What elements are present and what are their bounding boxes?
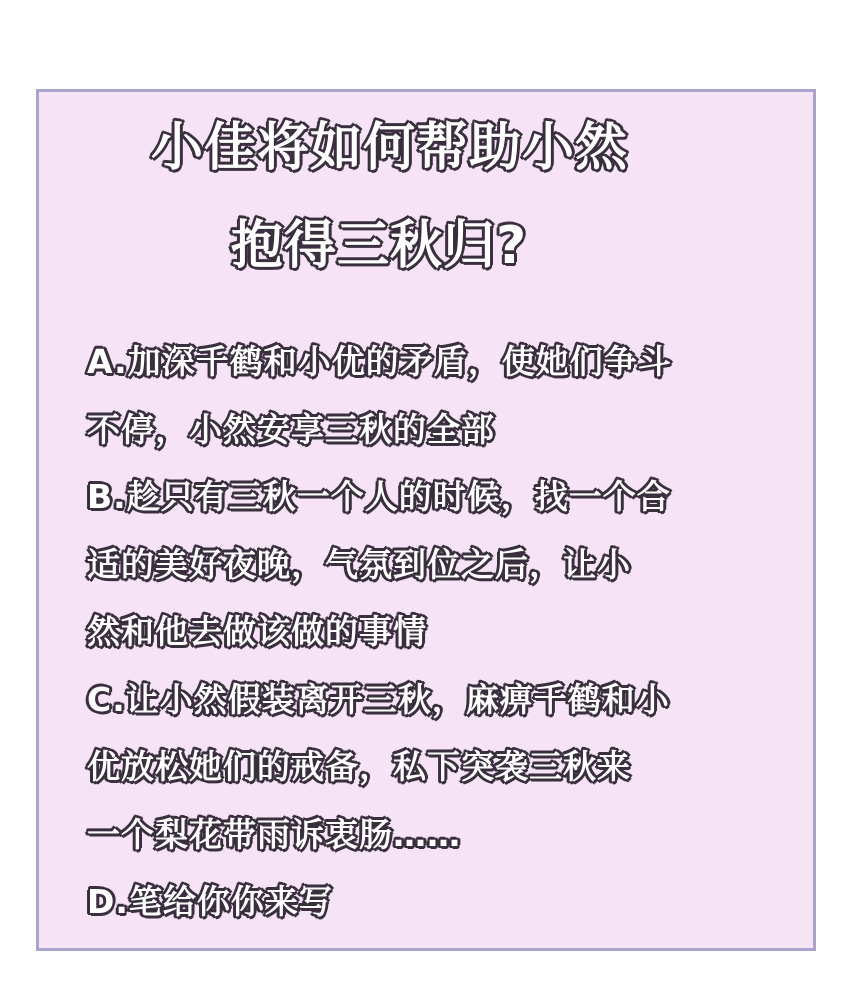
title-line-2: 抱得三秋归? (231, 216, 528, 276)
options-list (87, 328, 787, 936)
option-b-line-3: 然和他去做该做的事情 (87, 612, 427, 651)
option-c-line-2: 优放松她们的戒备，私下突袭三秋来 (87, 747, 631, 786)
option-b-line-1: B.趁只有三秋一个人的时候，找一个合 (87, 477, 671, 516)
option-a-line-1: A.加深千鹤和小优的矛盾，使她们争斗 (87, 342, 672, 381)
option-a[interactable] (87, 328, 787, 463)
option-c[interactable] (87, 666, 787, 869)
option-a-line-2: 不停，小然安享三秋的全部 (87, 409, 495, 449)
option-d-line-1: D.笔给你你来写 (87, 882, 333, 921)
title-line-1: 小佳将如何帮助小然 (151, 118, 629, 178)
option-c-line-3: 一个梨花带雨诉衷肠…… (87, 814, 461, 854)
question-card (36, 89, 816, 951)
option-d[interactable] (87, 868, 787, 936)
option-b-line-2: 适的美好夜晚，气氛到位之后，让小 (87, 544, 631, 584)
option-b[interactable] (87, 463, 787, 666)
option-c-line-1: C.让小然假装离开三秋，麻痹千鹤和小 (87, 679, 670, 719)
